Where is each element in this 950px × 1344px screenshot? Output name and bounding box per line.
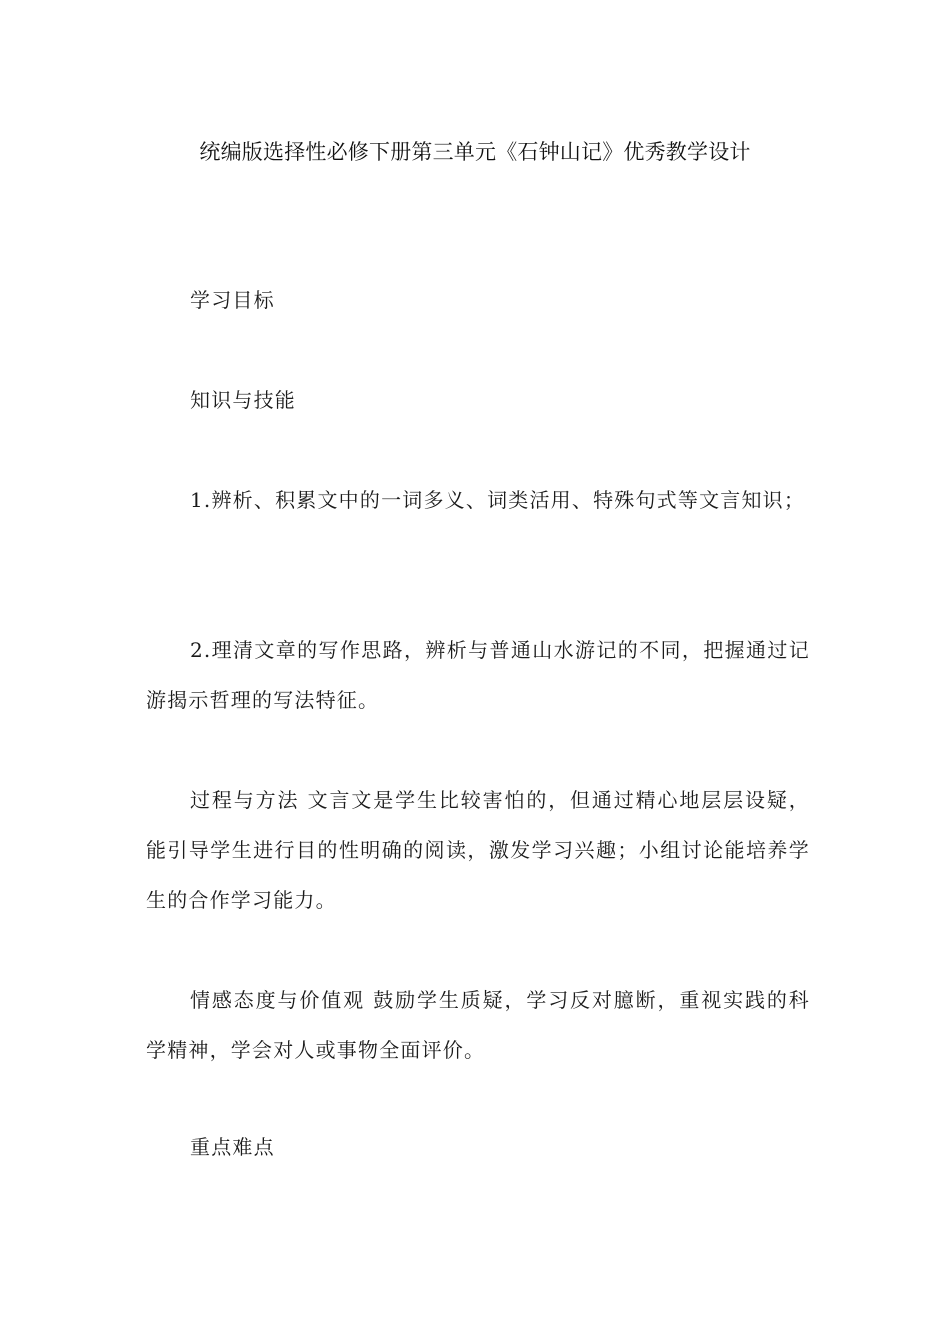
document-title: 统编版选择性必修下册第三单元《石钟山记》优秀教学设计 [199,140,751,164]
section-heading-learning-goals: 学习目标 [190,288,275,312]
paragraph-process-methods: 过程与方法 文言文是学生比较害怕的，但通过精心地层层设疑，能引导学生进行目的性明确的阅读，激发学习兴趣；小组讨论能培养学生的合作学习能力。 [146,788,810,912]
goal-item-1: 1.辨析、积累文中的一词多义、词类活用、特殊句式等文言知识； [190,488,806,512]
section-heading-key-difficulties: 重点难点 [190,1135,275,1159]
paragraph-emotion-values: 情感态度与价值观 鼓励学生质疑，学习反对臆断，重视实践的科学精神，学会对人或事物全面评价。 [146,988,810,1062]
subheading-knowledge-skills: 知识与技能 [190,388,296,412]
goal-item-2: 2.理清文章的写作思路，辨析与普通山水游记的不同，把握通过记游揭示哲理的写法特征。 [146,638,810,712]
